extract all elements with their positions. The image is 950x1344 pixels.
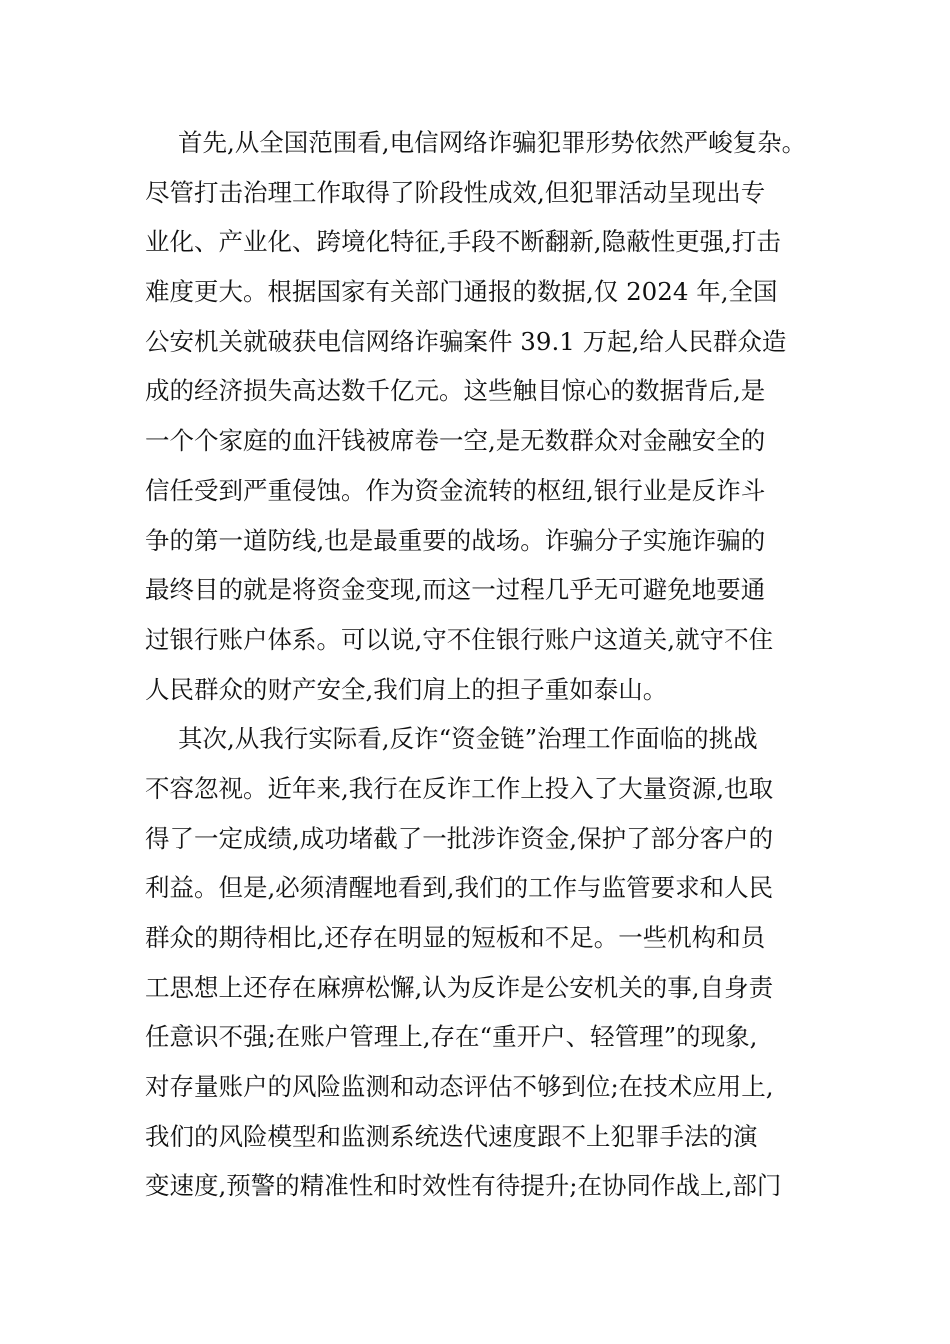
text-line: 利益。但是,必须清醒地看到,我们的工作与监管要求和人民 — [145, 873, 774, 903]
text-line: 得了一定成绩,成功堵截了一批涉诈资金,保护了部分客户的 — [145, 823, 774, 853]
text-line: 一个个家庭的血汗钱被席卷一空,是无数群众对金融安全的 — [145, 426, 766, 456]
text-line: 成的经济损失高达数千亿元。这些触目惊心的数据背后,是 — [145, 376, 766, 406]
text-line: 首先,从全国范围看,电信网络诈骗犯罪形势依然严峻复杂。 — [178, 128, 807, 157]
text-line: 争的第一道防线,也是最重要的战场。诈骗分子实施诈骗的 — [145, 525, 766, 555]
text-line: 公安机关就破获电信网络诈骗案件 39.1 万起,给人民群众造 — [145, 326, 787, 356]
text-line: 业化、产业化、跨境化特征,手段不断翻新,隐蔽性更强,打击 — [145, 227, 781, 257]
text-line: 群众的期待相比,还存在明显的短板和不足。一些机构和员 — [145, 923, 766, 952]
paragraph — [145, 118, 825, 714]
text-line: 信任受到严重侵蚀。作为资金流转的枢纽,银行业是反诈斗 — [145, 475, 766, 505]
text-line: 其次,从我行实际看,反诈“资金链”治理工作面临的挑战 — [178, 724, 758, 754]
text-line: 任意识不强;在账户管理上,存在“重开户、轻管理”的现象, — [145, 1022, 758, 1052]
paragraph — [145, 714, 825, 1211]
text-line: 不容忽视。近年来,我行在反诈工作上投入了大量资源,也取 — [145, 773, 774, 803]
text-line: 人民群众的财产安全,我们肩上的担子重如泰山。 — [145, 674, 668, 704]
text-line: 我们的风险模型和监测系统迭代速度跟不上犯罪手法的演 — [145, 1121, 758, 1151]
text-line: 尽管打击治理工作取得了阶段性成效,但犯罪活动呈现出专 — [145, 177, 766, 207]
document-body — [145, 118, 825, 1211]
text-line: 工思想上还存在麻痹松懈,认为反诈是公安机关的事,自身责 — [145, 972, 774, 1002]
text-line: 最终目的就是将资金变现,而这一过程几乎无可避免地要通 — [145, 575, 766, 605]
text-line: 难度更大。根据国家有关部门通报的数据,仅 2024 年,全国 — [145, 277, 778, 307]
text-line: 过银行账户体系。可以说,守不住银行账户这道关,就守不住 — [145, 624, 774, 654]
text-line: 对存量账户的风险监测和动态评估不够到位;在技术应用上, — [145, 1072, 774, 1102]
text-line: 变速度,预警的精准性和时效性有待提升;在协同作战上,部门 — [145, 1171, 782, 1201]
